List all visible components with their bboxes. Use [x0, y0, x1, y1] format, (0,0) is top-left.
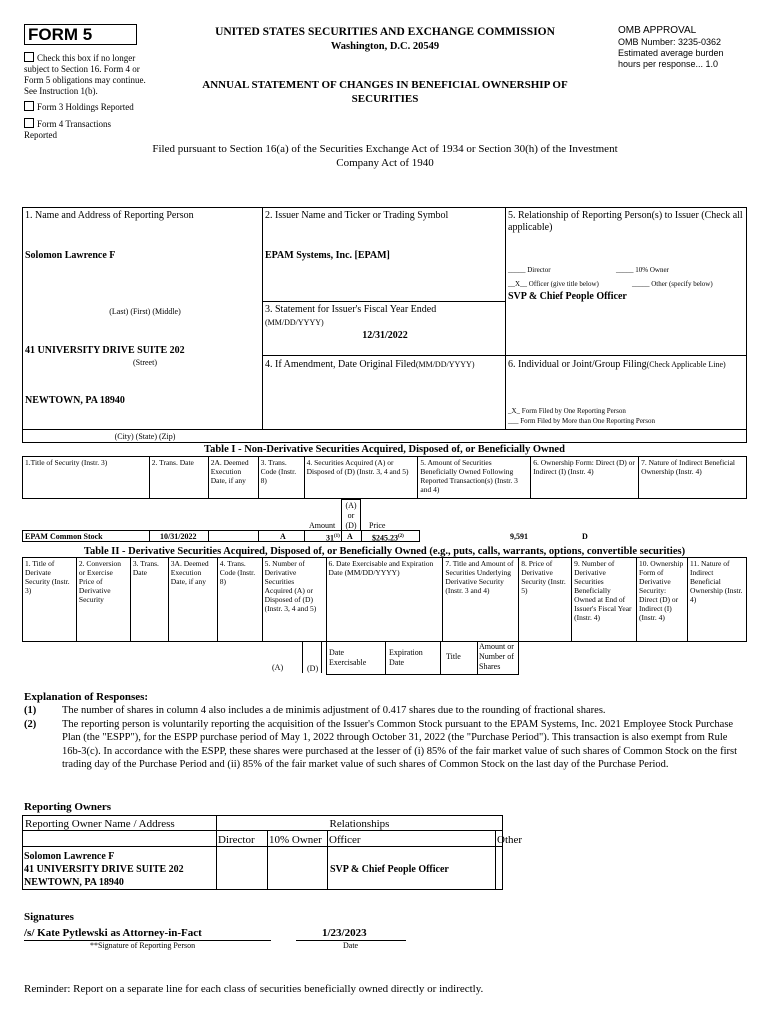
- divider: [267, 830, 268, 890]
- owner-city: NEWTOWN, PA 18940: [24, 877, 124, 888]
- checkbox-icon[interactable]: [24, 118, 34, 128]
- ownership-form: D: [582, 532, 588, 541]
- owner-name: Solomon Lawrence F: [24, 851, 115, 862]
- footnote-1: [24, 704, 746, 718]
- officer-title: SVP & Chief People Officer: [508, 291, 627, 302]
- divider: [327, 830, 328, 890]
- divider: [477, 641, 478, 675]
- table1-header: 1.Title of Security (Instr. 3): [23, 457, 150, 499]
- table2-header: 6. Date Exercisable and Expiration Date (MM/DD/YYYY): [326, 558, 443, 642]
- omb-number: OMB Number: 3235-0362: [618, 37, 722, 47]
- reminder: Reminder: Report on a separate line for each class of securities beneficially owned directly or indirectly.: [24, 983, 484, 995]
- explanation-notes: [24, 704, 746, 772]
- checkbox-form4[interactable]: [24, 118, 144, 141]
- sub-header-amount: Amount: [309, 521, 336, 530]
- box6-caption: (Check Applicable Line): [646, 360, 726, 369]
- table2-header: 9. Number of Derivative Securities Beneficially Owned at End of Issuer's Fiscal Year (Instr. 4): [572, 558, 637, 642]
- signature-caption: **Signature of Reporting Person: [90, 941, 196, 950]
- relationship-director: _____ Director: [508, 266, 551, 274]
- divider: [262, 301, 505, 302]
- agency-location: Washington, D.C. 20549: [330, 41, 440, 52]
- box6-label-text: 6. Individual or Joint/Group Filing: [508, 359, 647, 370]
- price-value: $245.23: [372, 533, 398, 543]
- table-row: EPAM Common Stock: [25, 532, 103, 541]
- table2-header: 8. Price of Derivative Security (Instr. 5): [519, 558, 572, 642]
- divider: [495, 830, 496, 890]
- divider: [440, 641, 441, 675]
- owners-heading: Reporting Owners: [24, 801, 112, 813]
- footnote-number: (1): [24, 705, 37, 716]
- table1-header: 6. Ownership Form: Direct (D) or Indirect (I) (Instr. 4): [531, 457, 639, 499]
- signatures-heading: Signatures: [24, 911, 74, 923]
- table1-header: 2A. Deemed Execution Date, if any: [208, 457, 258, 499]
- relationship-ten-pct: _____ 10% Owner: [616, 266, 669, 274]
- relationship-other: _____ Other (specify below): [632, 280, 713, 288]
- table1-header: 3. Trans. Code (Instr. 8): [258, 457, 304, 499]
- table2-header: 7. Title and Amount of Securities Underlying Derivative Security (Instr. 3 and 4): [443, 558, 519, 642]
- col-other: Other: [497, 834, 523, 846]
- table2-header: 10. Ownership Form of Derivative Security: Direct (D) or Indirect (I) (Instr. 4): [637, 558, 688, 642]
- owned-following: 9,591: [510, 532, 528, 541]
- checkbox-label: Form 3 Holdings Reported: [37, 102, 134, 112]
- divider: [258, 530, 259, 542]
- acquired-disposed: A: [347, 532, 353, 541]
- sub-header-amount-shares: Amount or Number of Shares: [479, 642, 514, 671]
- form-title: FORM 5: [24, 24, 137, 45]
- sub-header-exercisable: Date Exercisable: [329, 648, 367, 667]
- city-caption: (City) (State) (Zip): [114, 432, 176, 441]
- checkbox-label: Check this box if no longer subject to Section 16. Form 4 or Form 5 obligations may continue. See Instruction 1(b).: [24, 53, 146, 96]
- col-relationships: Relationships: [329, 818, 390, 830]
- divider: [22, 429, 747, 430]
- divider: [505, 207, 506, 429]
- table2-header: 11. Nature of Indirect Beneficial Ownership (Instr. 4): [687, 558, 746, 642]
- signature-value: /s/ Kate Pytlewski as Attorney-in-Fact: [24, 927, 202, 939]
- explanation-heading: Explanation of Responses:: [24, 691, 149, 703]
- table2-header: 1. Title of Derivate Security (Instr. 3): [23, 558, 77, 642]
- checkbox-icon[interactable]: [24, 52, 34, 62]
- footnote-number: (2): [24, 718, 37, 730]
- reporting-person-name: Solomon Lawrence F: [25, 250, 116, 261]
- sub-header-d: (D): [302, 641, 322, 673]
- footnote-2: [24, 718, 746, 772]
- table2-title: Table II - Derivative Securities Acquired, Disposed of, or Beneficially Owned (e.g., puts, calls, warrants, options, convertible securities): [83, 546, 686, 557]
- relationship-officer: __X__ Officer (give title below): [508, 280, 599, 288]
- divider: [304, 530, 305, 542]
- divider: [208, 530, 209, 542]
- table2-header: 3. Trans. Date: [130, 558, 168, 642]
- omb-burden: Estimated average burden: [618, 48, 724, 58]
- box4-label-text: 4. If Amendment, Date Original Filed: [265, 359, 416, 370]
- table1: [22, 456, 747, 499]
- omb-hours: hours per response... 1.0: [618, 59, 719, 69]
- omb-title: OMB APPROVAL: [618, 25, 697, 36]
- footnote-text: The reporting person is voluntarily reporting the acquisition of the Issuer's Common Stock pursuant to the EPAM Systems, Inc. 2021 Employee Stock Purchase Plan (the "ESPP"), for the ESPP purchase period of May 1, 2022 through October 31, 2022 (the "Purchase Period"). This transaction is also exempt from Rule 16b-3(c). In accordance with the ESPP, these shares were purchased at the lesser of (i) 85% of the fair market value of such shares of Common Stock on the first trading day of the Purchase Period and (ii) 85% of the fair market value of such shares of Common Stock on the last day of the Purchase Period.: [62, 718, 737, 770]
- box4-caption: (MM/DD/YYYY): [415, 360, 475, 369]
- table1-header: 5. Amount of Securities Beneficially Owned Following Reported Transaction(s) (Instr. 3 and 4): [418, 457, 531, 499]
- box2-label: 2. Issuer Name and Ticker or Trading Symbol: [265, 210, 449, 221]
- sub-header-expiration: Expiration Date: [389, 648, 423, 667]
- divider: [22, 830, 503, 831]
- reporting-person-city: NEWTOWN, PA 18940: [25, 395, 125, 406]
- trans-date: 10/31/2022: [160, 532, 197, 541]
- filed-pursuant: Filed pursuant to Section 16(a) of the Securities Exchange Act of 1934 or Section 30(h) of the Investment Company Act of 1940: [152, 143, 618, 169]
- trans-code: A: [280, 532, 286, 541]
- box3-label: 3. Statement for Issuer's Fiscal Year Ended: [265, 304, 437, 315]
- table1-title: Table I - Non-Derivative Securities Acquired, Disposed of, or Beneficially Owned: [204, 444, 565, 455]
- divider: [262, 355, 747, 356]
- sub-header-a: (A): [272, 663, 284, 672]
- table1-header: 2. Trans. Date: [149, 457, 208, 499]
- table2-header: 3A. Deemed Execution Date, if any: [168, 558, 217, 642]
- name-caption: (Last) (First) (Middle): [109, 307, 181, 316]
- price: [372, 532, 404, 544]
- fiscal-year-end: 12/31/2022: [362, 330, 408, 341]
- box1-label: 1. Name and Address of Reporting Person: [25, 210, 194, 221]
- amount: [326, 532, 340, 544]
- col-officer: Officer: [329, 834, 361, 846]
- street-caption: (Street): [133, 358, 157, 367]
- table1-header: 4. Securities Acquired (A) or Disposed of (D) (Instr. 3, 4 and 5): [304, 457, 418, 499]
- col-director: Director: [218, 834, 255, 846]
- divider: [22, 846, 503, 847]
- table2-header: 2. Conversion or Exercise Price of Derivative Security: [76, 558, 130, 642]
- divider: [262, 207, 263, 429]
- owner-street: 41 UNIVERSITY DRIVE SUITE 202: [24, 864, 184, 875]
- box4-label: [265, 359, 474, 371]
- sub-header-title: Title: [446, 652, 461, 661]
- filing-one-person: _X_ Form Filed by One Reporting Person: [508, 407, 626, 415]
- table2-header: 4. Trans. Code (Instr. 8): [217, 558, 262, 642]
- statement-title: ANNUAL STATEMENT OF CHANGES IN BENEFICIAL OWNERSHIP OF SECURITIES: [202, 79, 568, 105]
- amount-value: 31: [326, 533, 334, 543]
- divider: [341, 530, 342, 542]
- box3-caption: (MM/DD/YYYY): [265, 318, 324, 327]
- footnote-text: The number of shares in column 4 also includes a de minimis adjustment of 0.417 shares due to the rounding of fractional shares.: [62, 705, 606, 716]
- issuer-name: EPAM Systems, Inc. [EPAM]: [265, 250, 390, 261]
- checkbox-form3[interactable]: [24, 101, 164, 113]
- col-ten-pct: 10% Owner: [269, 834, 322, 846]
- signature-date: 1/23/2023: [322, 927, 367, 939]
- table1-header: 7. Nature of Indirect Beneficial Ownership (Instr. 4): [639, 457, 747, 499]
- agency-name: UNITED STATES SECURITIES AND EXCHANGE COMMISSION: [215, 26, 555, 38]
- box6-label: [508, 359, 744, 371]
- table2: [22, 557, 747, 642]
- checkbox-no-longer-subject[interactable]: [24, 52, 156, 97]
- date-caption: Date: [343, 941, 359, 950]
- omb-approval: [618, 25, 748, 70]
- divider: [149, 530, 150, 542]
- footnote-ref: (1): [334, 534, 340, 539]
- divider: [361, 530, 362, 542]
- reporting-person-street: 41 UNIVERSITY DRIVE SUITE 202: [25, 345, 185, 356]
- checkbox-icon[interactable]: [24, 101, 34, 111]
- divider: [385, 641, 386, 675]
- col-owner-name: Reporting Owner Name / Address: [25, 818, 175, 830]
- owner-officer-title: SVP & Chief People Officer: [330, 864, 449, 875]
- checkbox-label: Form 4 Transactions Reported: [24, 119, 112, 140]
- filing-multiple-persons: ___ Form Filed by More than One Reporting Person: [508, 417, 655, 425]
- form-main-box: [22, 207, 747, 443]
- sub-header-price: Price: [369, 521, 386, 530]
- footnote-ref: (2): [398, 534, 404, 539]
- sub-header-ad: (A) or (D): [341, 499, 361, 531]
- table2-header: 5. Number of Derivative Securities Acquired (A) or Disposed of (D) (Instr. 3, 4 and 5): [262, 558, 326, 642]
- box5-label: 5. Relationship of Reporting Person(s) to Issuer (Check all applicable): [508, 210, 743, 233]
